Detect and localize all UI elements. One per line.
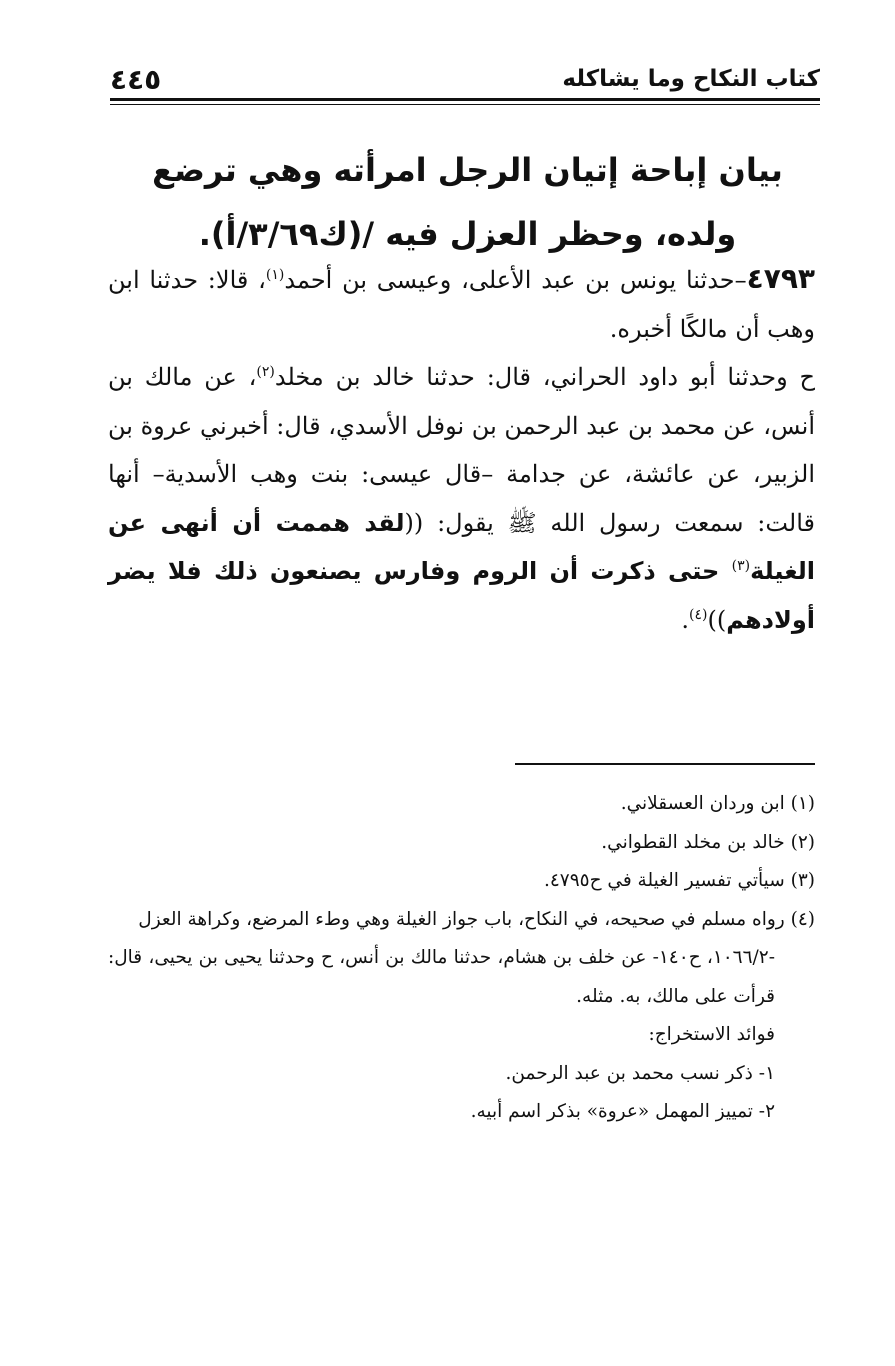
page-header bbox=[110, 60, 820, 98]
footnotes bbox=[108, 785, 815, 1132]
benefit-2: ٢- تمييز المهمل «عروة» بذكر اسم أبيه. bbox=[470, 1101, 775, 1122]
page-number: ٤٤٥ bbox=[110, 62, 162, 96]
hadith-chain-1b: ، قالا: حدثنا ابن وهب أن مالكًا أخبره. bbox=[108, 266, 815, 343]
hadith-paragraph-2 bbox=[108, 353, 815, 644]
hadith-paragraph-1 bbox=[108, 255, 815, 353]
hadith-chain-2a: ح وحدثنا أبو داود الحراني، قال: حدثنا خالد بن مخلد bbox=[274, 363, 815, 391]
footnote-ref-1: (١) bbox=[265, 267, 285, 283]
closing-quote-mark: )) bbox=[707, 605, 727, 634]
hadith-end: . bbox=[681, 605, 689, 634]
footnote-ref-4: (٤) bbox=[689, 606, 708, 623]
chapter-title: بيان إباحة إتيان الرجل امرأته وهي ترضع ولده، وحظر العزل فيه /(ك٣/٦٩/أ). bbox=[152, 151, 783, 253]
footnote-ref-3: (٣) bbox=[731, 558, 751, 574]
running-title: كتاب النكاح وما يشاكله bbox=[562, 66, 820, 92]
footnote-ref-2: (٢) bbox=[256, 364, 275, 380]
hadith-number: ٤٧٩٣ bbox=[746, 262, 815, 295]
benefit-1: ١- ذكر نسب محمد بن عبد الرحمن. bbox=[505, 1062, 775, 1084]
hadith-chain-2b: ، عن مالك بن أنس، عن محمد بن عبد الرحمن بن نوفل الأسدي، قال: أخبرني عروة بن الزبير، عن عائشة، عن جدامة –قال عيسى: بنت وهب الأسدية– أنها قالت: سمعت رسول الله ﷺ يقول: (( bbox=[108, 363, 815, 537]
footnote-4-line-1: (٤) رواه مسلم في صحيحه، في النكاح، باب جواز الغيلة وهي وطء المرضع، وكراهة العزل bbox=[138, 908, 815, 930]
header-rule bbox=[110, 98, 820, 105]
footnote-4-continuation: -١٠٦٦/٢، ح١٤٠- عن خلف بن هشام، حدثنا مالك بن أنس، ح وحدثنا يحيى بن يحيى، قال: قرأت على مالك، به. مثله. bbox=[108, 947, 775, 1007]
prophetic-quote-a: لقد هممت أن أنهى عن الغيلة bbox=[108, 508, 815, 585]
footnote-2: (٢) خالد بن مخلد القطواني. bbox=[601, 831, 815, 853]
benefits-title: فوائد الاستخراج: bbox=[648, 1024, 775, 1045]
footnote-3: (٣) سيأتي تفسير الغيلة في ح٤٧٩٥. bbox=[543, 870, 815, 891]
hadith-chain-1a: –حدثنا يونس بن عبد الأعلى، وعيسى بن أحمد bbox=[284, 266, 747, 294]
footnote-rule bbox=[515, 763, 815, 765]
footnote-1: (١) ابن وردان العسقلاني. bbox=[620, 793, 815, 814]
hadith-body bbox=[108, 255, 815, 644]
prophetic-quote-b: حتى ذكرت أن الروم وفارس يصنعون ذلك فلا يضر أولادهم bbox=[108, 557, 815, 634]
